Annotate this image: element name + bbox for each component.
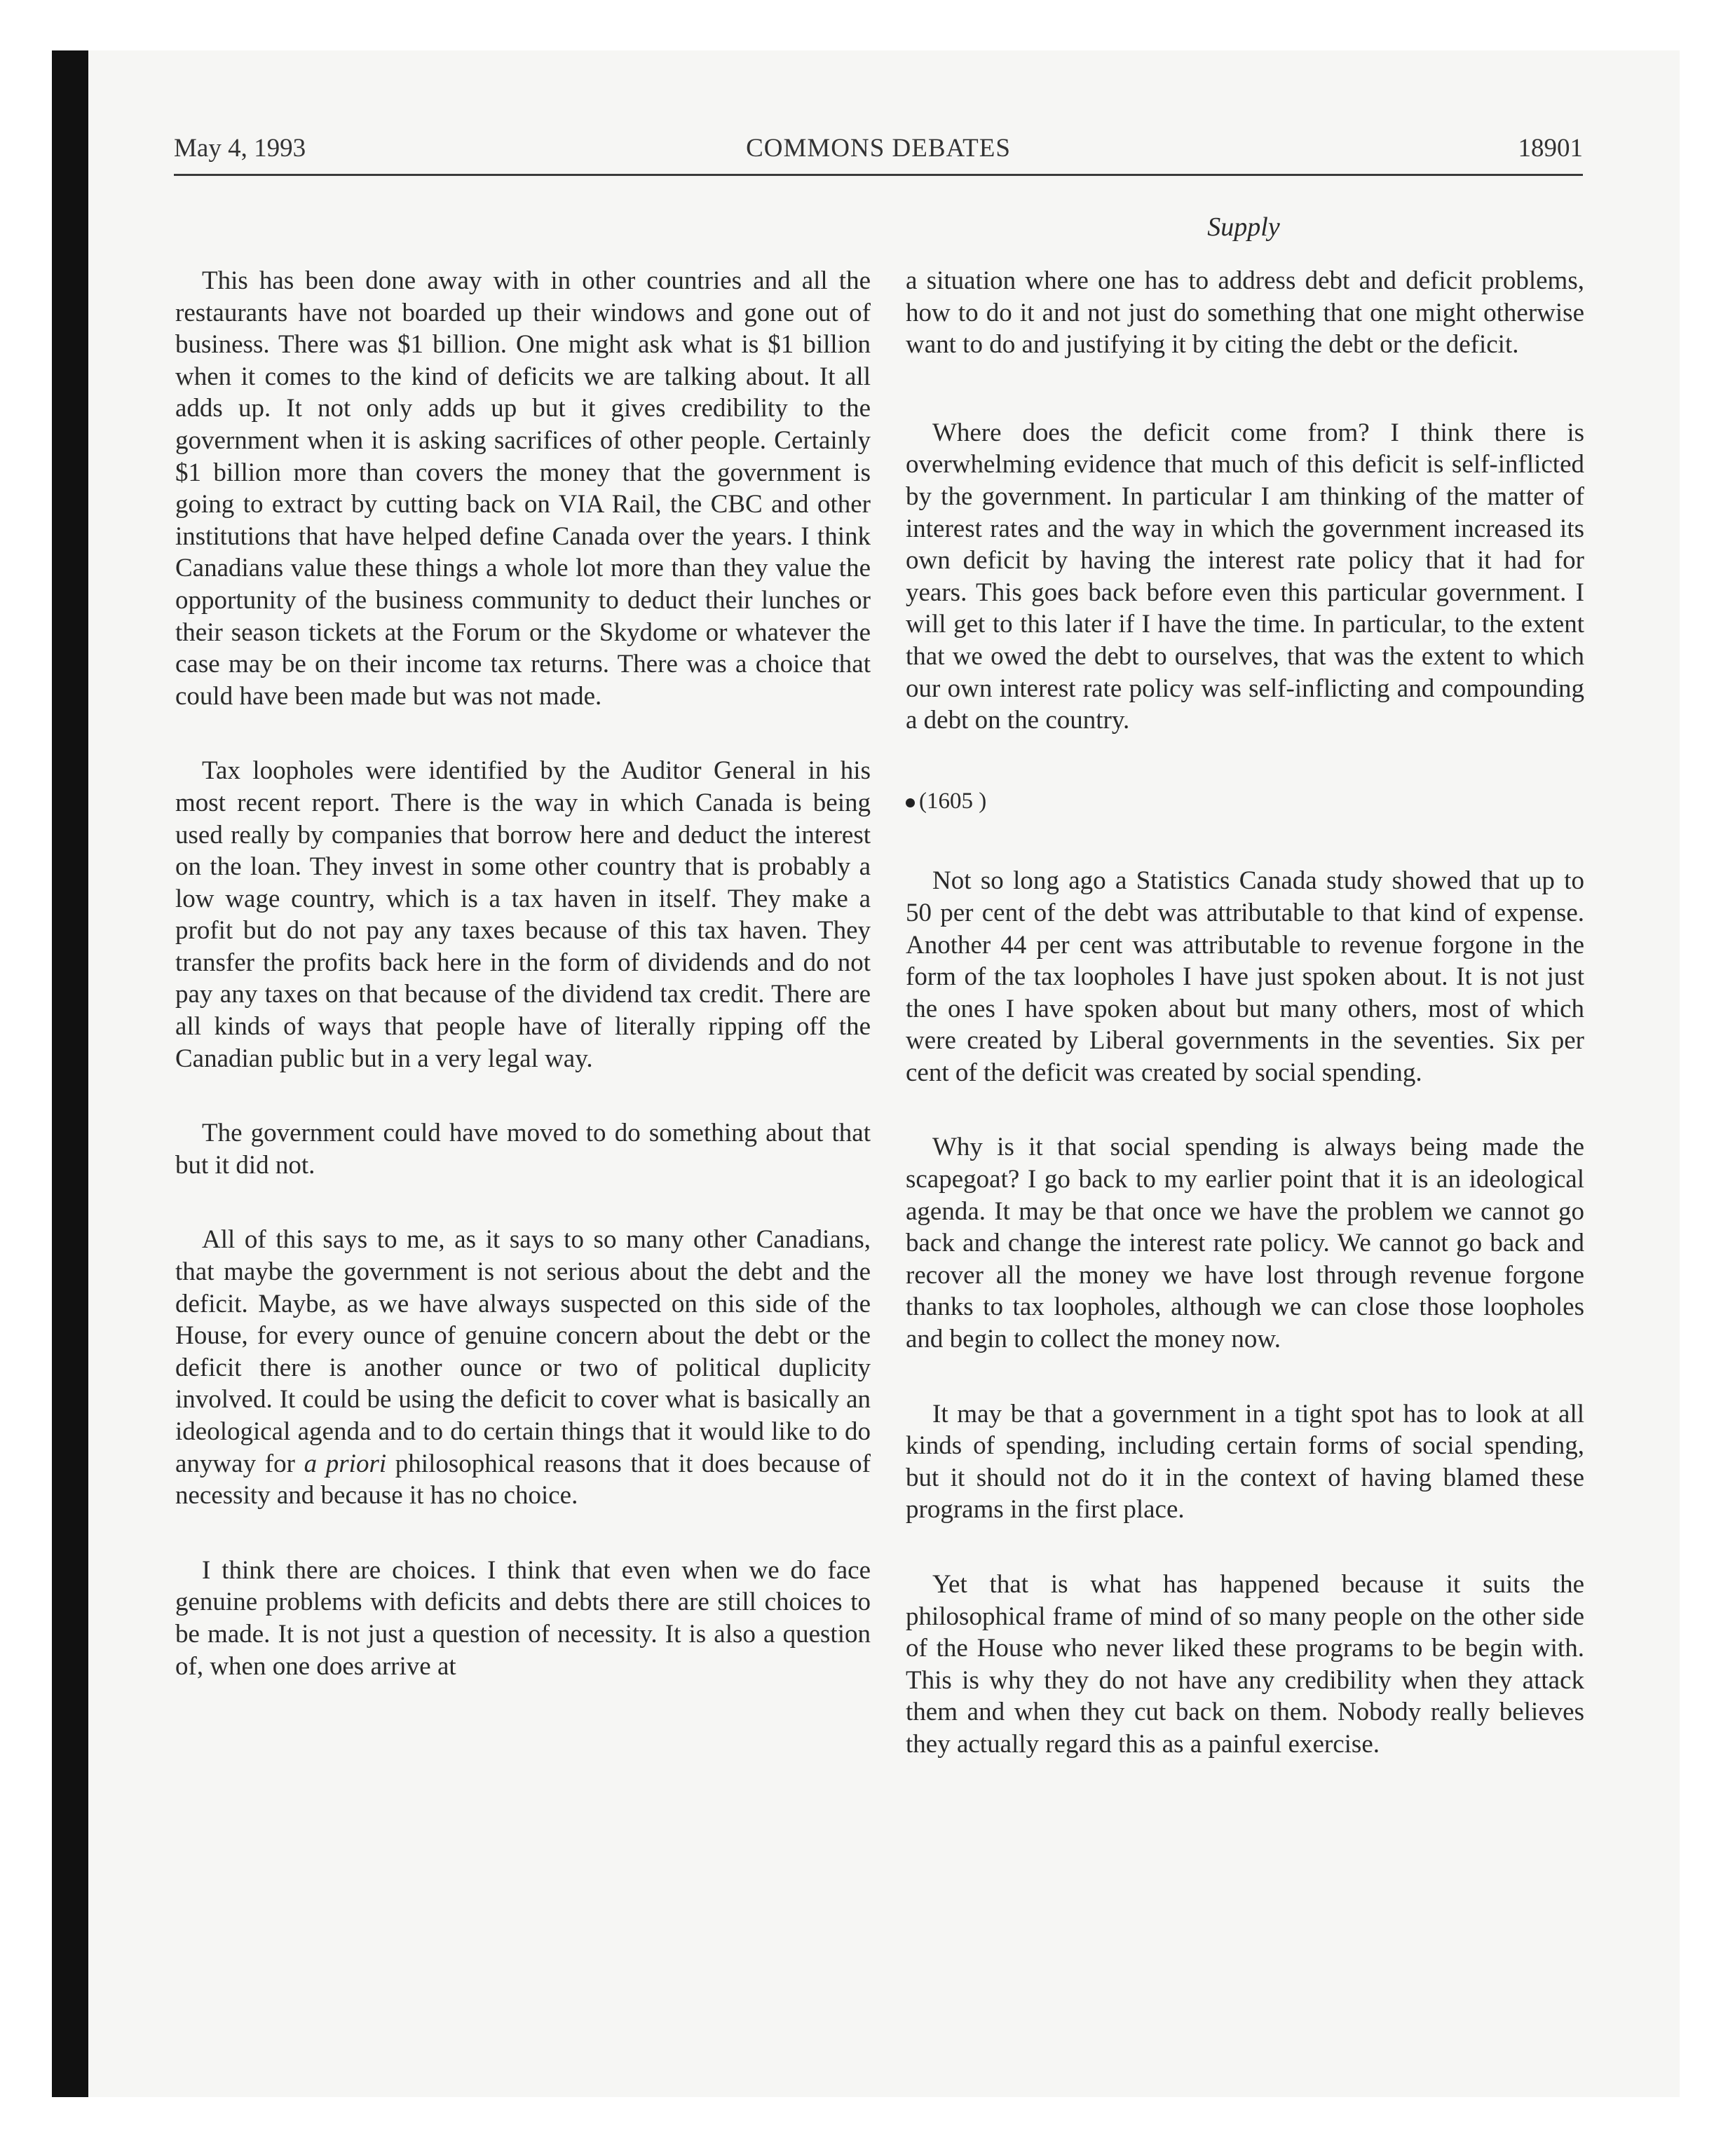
paragraph: Where does the deficit come from? I think there is overwhelming evidence that much of this deficit is self-inflicted by the government. In particular I am thinking of the matter of interest rates and the way in which the government increased its own deficit by having the interest rate policy that it had for years. This goes back before even this particular government. I will get to this later if I have the time. In particular, to the extent that we owed the debt to ourselves, that was the extent to which our own interest rate policy was self-inflicting and compounding a debt on the country. [906,418,1584,735]
paragraph: Why is it that social spending is always being made the scapegoat? I go back to my earlier point that it is an ideological agenda. It may be that once we have the problem we cannot go back and change the interest rate policy. We cannot go back and recover all the money we have lost through revenue forgone thanks to tax loopholes, although we can close those loopholes and begin to collect the money now. [906,1133,1584,1354]
section-title: Supply [1207,212,1280,242]
paragraph-text: All of this says to me, as it says to so many other Canadians, that maybe the government is not serious about the debt and the deficit. Maybe, as we have always suspected on this side of the House, for every ounce of genuine concern about the debt or the deficit there is another ounce or two of political duplicity involved. It could be using the deficit to cover what is basically an ideological agenda and to do certain things that it would like to do anyway for [175,1225,871,1478]
left-column [175,265,871,1682]
bullet-icon [906,798,915,807]
paragraph-text: philosophical reasons that it does because of necessity and because it has no choice. [175,1449,871,1510]
paragraph: Not so long ago a Statistics Canada study showed that up to 50 per cent of the debt was attributable to that kind of expense. Another 44 per cent was attributable to revenue forgone in the form of the tax loopholes I have just spoken about. It is not just the ones I have spoken about but many others, most of which were created by Liberal governments in the seventies. Six per cent of the deficit was created by social spending. [906,866,1584,1087]
paragraph: It may be that a government in a tight spot has to look at all kinds of spending, including certain forms of social spending, but it should not do it in the context of having blamed these programs in the first place. [906,1399,1584,1524]
time-marker-text: (1605 ) [919,788,987,814]
header-title: COMMONS DEBATES [746,134,1011,163]
paragraph: The government could have moved to do something about that but it did not. [175,1119,871,1180]
header-date: May 4, 1993 [174,134,306,163]
italic-phrase: a priori [304,1449,387,1478]
right-column [906,265,1584,1761]
paragraph: I think there are choices. I think that even when we do face genuine problems with deficits and debts there are still choices to be made. It is not just a question of necessity. It is also a question of, when one does arrive at [175,1555,871,1681]
paragraph: This has been done away with in other countries and all the restaurants have not boarded up their windows and gone out of business. There was $1 billion. One might ask what is $1 billion when it comes to the kind of deficits we are talking about. It all adds up. It not only adds up but it gives credibility to the government when it is asking sacrifices of other people. Certainly $1 billion more than covers the money that the government is going to extract by cutting back on VIA Rail, the CBC and other institutions that have helped define Canada over the years. I think Canadians value these things a whole lot more than they value the opportunity of the business community to deduct their lunches or their season tickets at the Forum or the Skydome or whatever the case may be on their income tax returns. There was a choice that could have been made but was not made. [175,266,871,711]
paragraph: a situation where one has to address debt and deficit problems, how to do it and not just do something that one might otherwise want to do and justifying it by citing the debt or the deficit. [906,266,1584,360]
scan-edge-bar [52,50,88,2097]
paragraph: Yet that is what has happened because it suits the philosophical frame of mind of so many people on the other side of the House who never liked these programs to be begin with. This is why they do not have any credibility when they attack them and when they cut back on them. Nobody really believes they actually regard this as a painful exercise. [906,1570,1584,1759]
paragraph: Tax loopholes were identified by the Auditor General in his most recent report. There is the way in which Canada is being used really by companies that borrow here and deduct the interest on the loan. They invest in some other country that is probably a low wage country, which is a tax haven in itself. They make a profit but do not pay any taxes because of this tax haven. They transfer the profits back here in the form of dividends and do not pay any taxes on that because of the dividend tax credit. There are all kinds of ways that people have of literally ripping off the Canadian public but in a very legal way. [175,756,871,1073]
time-marker [906,786,1584,818]
header-page-number: 18901 [1518,134,1583,163]
header-rule [174,174,1583,176]
page-header [174,133,1583,175]
paragraph [175,1224,871,1511]
